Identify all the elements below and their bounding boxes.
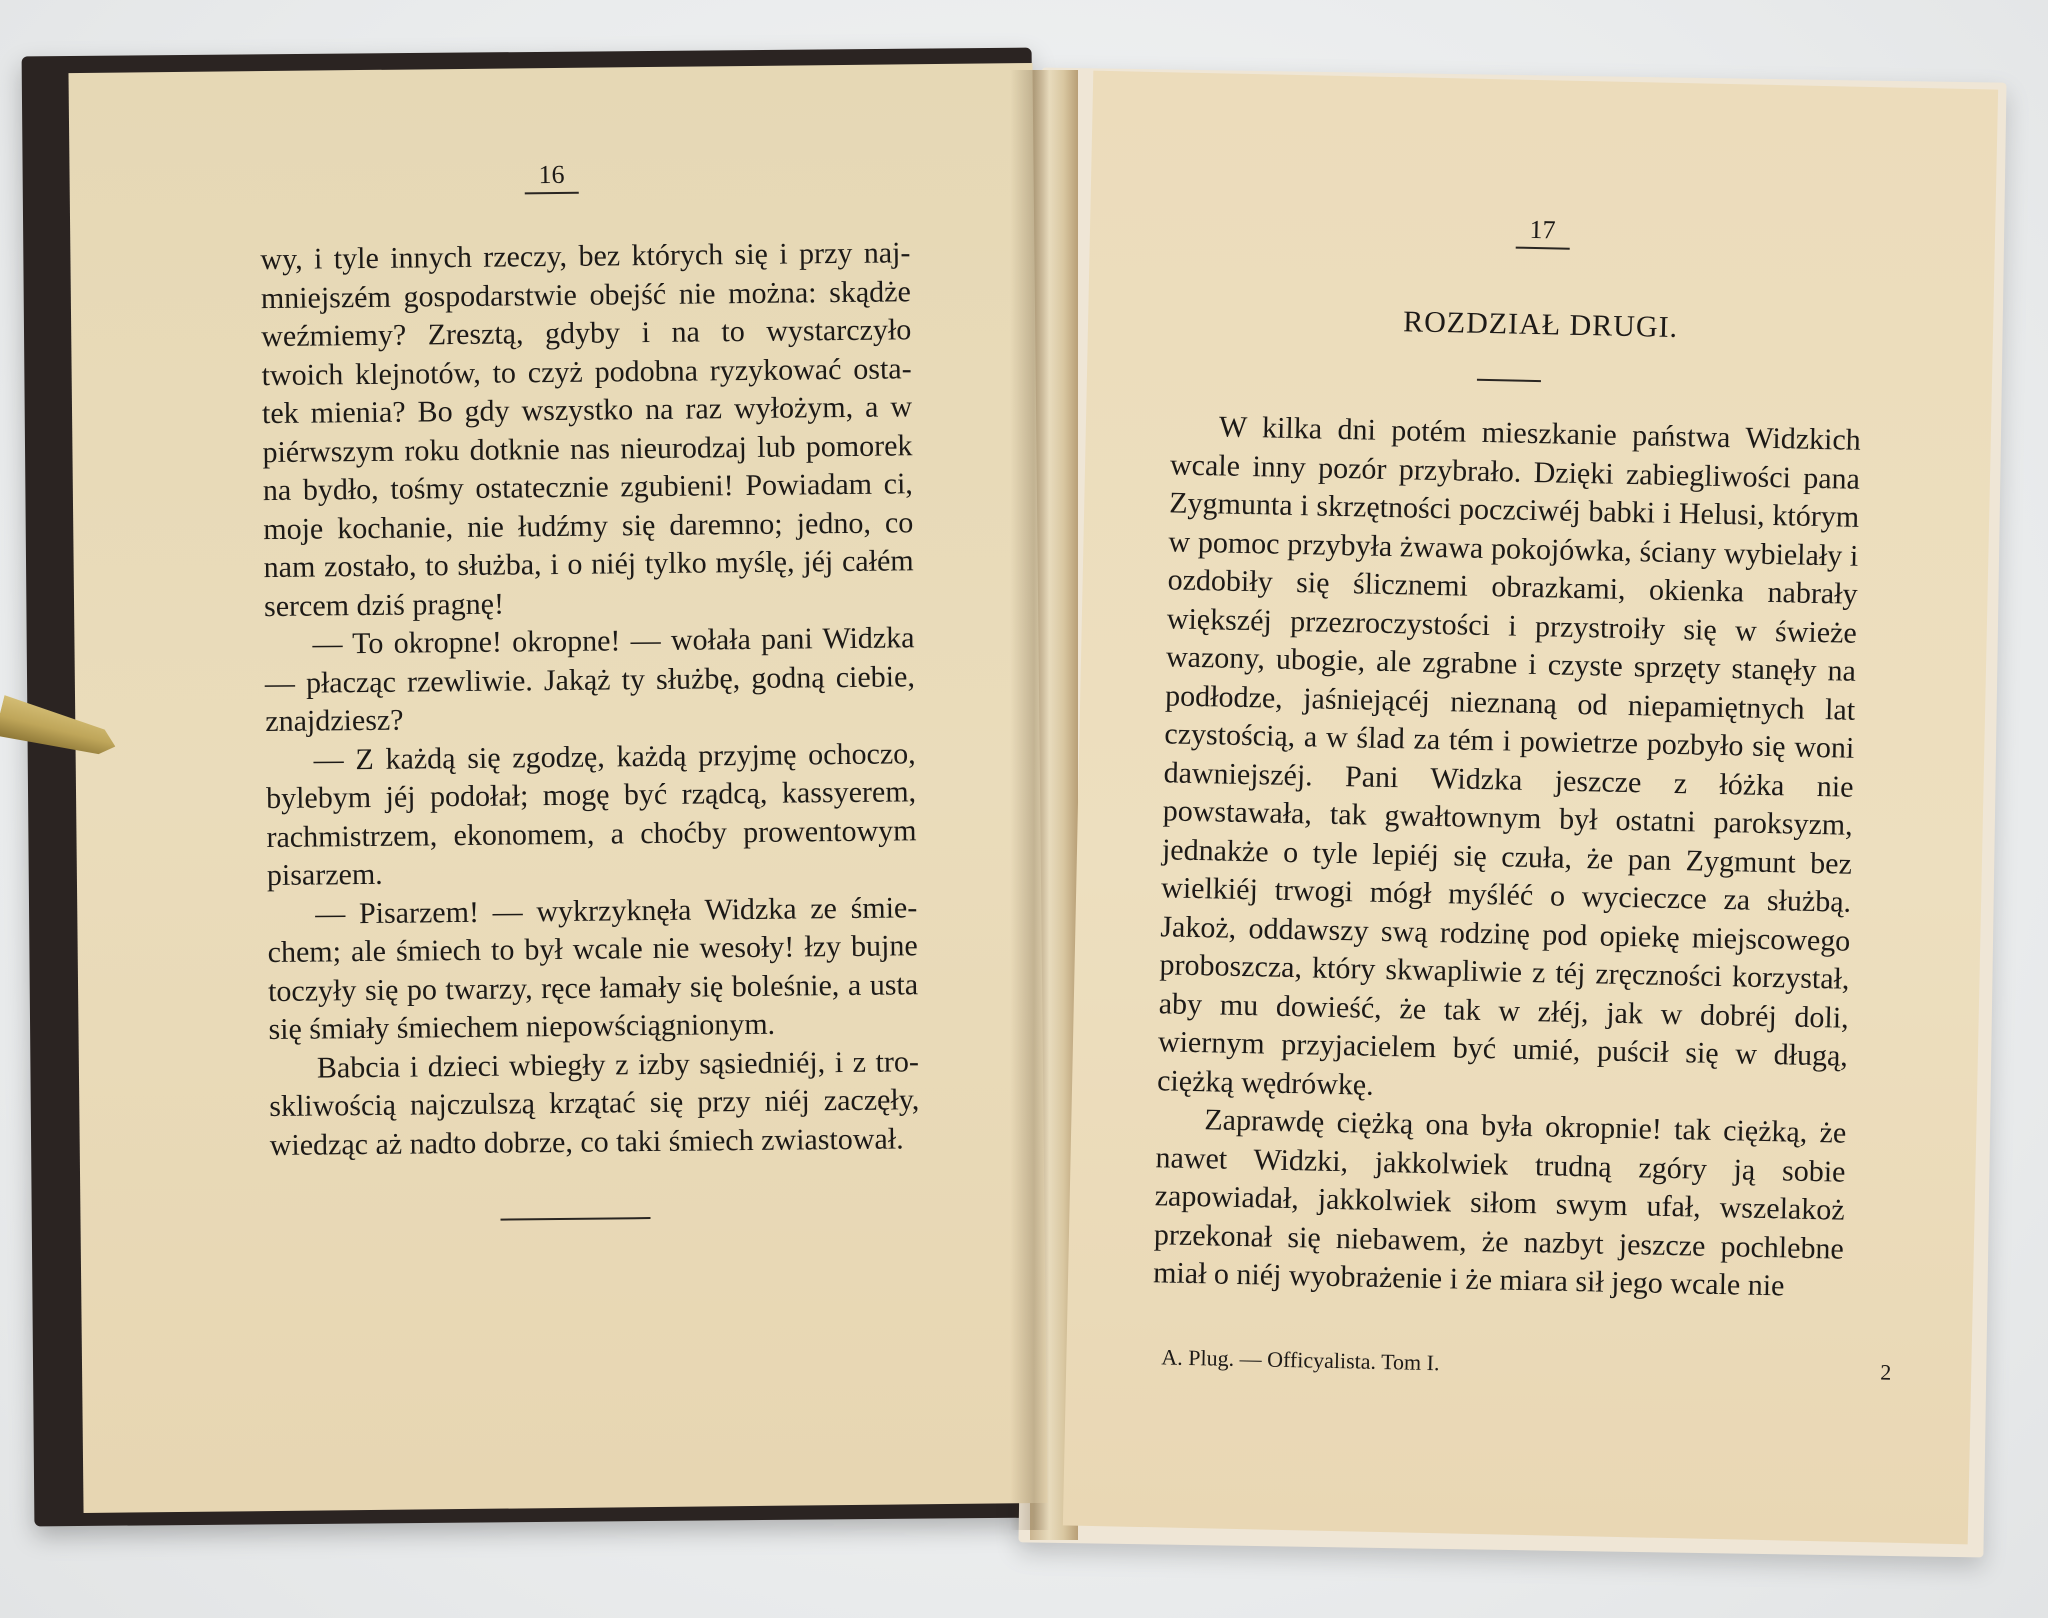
left-page-text [260, 234, 920, 1165]
printer-signature [1161, 1344, 1892, 1385]
end-of-chapter-rule [501, 1217, 651, 1221]
paragraph: wy, i tyle innych rzeczy, bez których się i przy najmniejszém gospodarstwie obejść nie można: skądże weźmiemy? Zresztą, gdyby i na to wystarczyło twoich klejnotów, to czyż podobna ryzykować ostatek mienia? Bo gdy wszystko na raz wyłożym, a w piérwszym roku dotknie nas nieurodzaj lub pomorek na bydło, tośmy ostatecznie zgubieni! Powiadam ci, moje kochanie, nie łudźmy się daremno; jedno, co nam zostało, to służba, i o niéj tylko myślę, jéj całém sercem dziś pragnę! [260, 236, 914, 623]
paragraph: Zaprawdę ciężką ona była okropnie! tak ciężką, że nawet Widzki, jakkolwiek trudną zgóry ją sobie zapowiadał, jakkolwiek siłom swym ufał, wszelakoż przekonał się niebawem, że nazbyt jeszcze pochlebne miał o niéj wyobrażenie i że miara sił jego wcale nie [1152, 1103, 1847, 1303]
chapter-title: ROZDZIAŁ DRUGI. [1402, 305, 1679, 344]
paragraph: — To okropne! okropne! — wołała pani Widzka — płacząc rzewliwie. Jakąż ty służbę, godną ciebie, znajdziesz? [264, 621, 916, 739]
paragraph: Babcia i dzieci wbiegły z izby sąsiedniéj, i z troskliwością najczulszą krzątać się przy niéj zaczęły, wiedząc aż nadto dobrze, co taki śmiech zwiastował. [269, 1044, 920, 1162]
page-number-right: 17 [1090, 206, 1996, 259]
paragraph: — Pisarzem! — wykrzyknęła Widzka ze śmiechem; ale śmiech to był wcale nie wesoły! łzy bujne toczyły się po twarzy, ręce łamały się boleśnie, a usta się śmiały śmiechem niepowściągnionym. [267, 890, 919, 1047]
left-page[interactable] [68, 63, 1047, 1513]
page-number-left: 16 [69, 155, 1033, 199]
paragraph: — Z każdą się zgodzę, każdą przyjmę ochoczo, bylebym jéj podołał; mogę być rządcą, kassyerem, rachmistrzem, ekonomem, a choćby prowentowym pisarzem. [265, 736, 917, 893]
sheet-number: 2 [1879, 1359, 1892, 1385]
chapter-rule [1477, 379, 1541, 382]
right-page[interactable] [1063, 71, 1998, 1545]
right-page-text [1153, 407, 1861, 1307]
paragraph: W kilka dni potém mieszkanie państwa Widzkich wcale inny pozór przybrało. Dzięki zabiegliwości pana Zygmunta i skrzętności poczciwéj babki i Helusi, którym w pomoc przybyła żwawa pokojówka, ściany wybielały i ozdobiły się ślicznemi obrazkami, okienka nabrały większéj przezroczystości i przystroiły się w świeże wazony, ubogie, ale zgrabne i czyste sprzęty stanęły na podłodze, jaśniejącéj nieznaną od niepamiętnych lat czystością, a w ślad za tém i powietrze pozbyło się woni dawniejszéj. Pani Widzka jeszcze z łóżka nie powstawała, tak gwałtownym był ostatni paroksyzm, jednakże o tyle lepiéj się czuła, że pan Zygmunt bez wielkiéj trwogi mógł myśléć o wycieczce za służbą. Jakoż, oddawszy swą rodzinę pod opiekę miejscowego proboszcza, który skwapliwie z téj zręczności korzystał, aby mu dowieść, że tak w złéj, jak w dobréj doli, wiernym przyjacielem być umié, puścił się w długą, ciężką wędrówkę. [1156, 410, 1862, 1102]
signature-line: A. Plug. — Officyalista. Tom I. [1161, 1344, 1440, 1376]
